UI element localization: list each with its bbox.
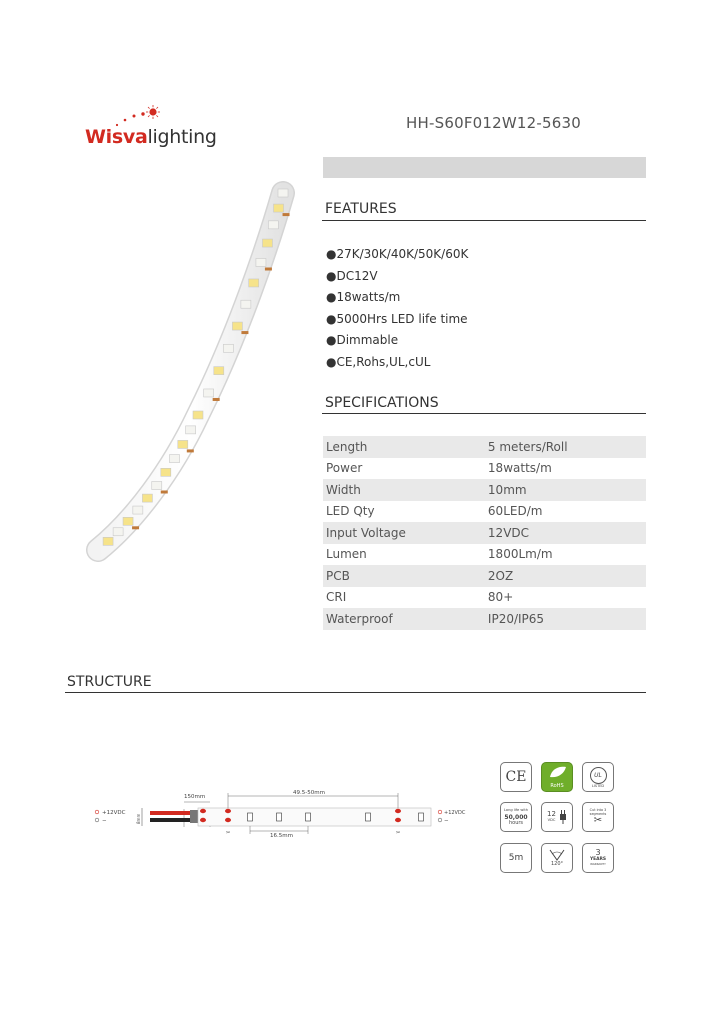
spec-label: Lumen	[326, 547, 367, 562]
wire-length-label: 150mm	[184, 794, 206, 800]
strip-structure-diagram	[88, 782, 466, 844]
diagram-led	[419, 813, 424, 821]
led-chip	[186, 426, 196, 434]
table-row	[323, 565, 646, 587]
plug-icon	[559, 810, 567, 824]
led-chip	[142, 494, 152, 502]
warranty-icon: 3 YEARS WARRANTY	[582, 843, 614, 873]
copper-pad	[395, 818, 401, 822]
spec-value: 1800Lm/m	[487, 547, 553, 562]
specifications-title: SPECIFICATIONS	[325, 395, 439, 411]
beam-angle-icon: 120°	[541, 843, 573, 873]
resistor	[132, 526, 139, 529]
copper-pad	[200, 818, 206, 822]
scissors-icon: ✂	[593, 815, 603, 826]
cut-mark-icon: ✂	[226, 830, 231, 836]
header-bar	[323, 157, 646, 178]
copper-pad	[395, 809, 401, 813]
copper-pad	[225, 818, 231, 822]
beam-angle-arc-icon	[548, 848, 566, 862]
led-chip	[204, 389, 214, 397]
resistor	[161, 490, 168, 493]
spec-value: 18watts/m	[487, 461, 552, 476]
spec-value: 12VDC	[481, 522, 646, 544]
table-row	[323, 544, 646, 566]
led-strip-image	[80, 185, 305, 565]
diagram-led	[306, 813, 311, 821]
specifications-table	[323, 436, 646, 630]
spec-value: 80+	[487, 590, 514, 605]
led-chip	[152, 481, 162, 489]
table-row	[323, 587, 646, 609]
copper-pad	[225, 809, 231, 813]
spec-value: 10mm	[481, 479, 646, 501]
led-chip	[193, 411, 203, 419]
feature-item: ●CE,Rohs,UL,cUL	[326, 354, 431, 369]
logo-sub-text: lighting	[147, 126, 217, 148]
left-plus-label: +12VDC	[102, 810, 126, 816]
table-row	[323, 458, 646, 480]
table-row	[323, 479, 646, 501]
life-hours-icon: Long life with 50,000 hours	[500, 802, 532, 832]
ul-circle-icon: UL	[590, 767, 607, 784]
model-number: HH-S60F012W12-5630	[406, 114, 581, 132]
copper-pad	[200, 809, 206, 813]
resistor	[187, 449, 194, 452]
structure-title: STRUCTURE	[67, 674, 152, 690]
led-chip	[256, 258, 266, 266]
cut-segments-icon: Cut into 3 segments ✂	[582, 802, 614, 832]
led-chip	[268, 221, 278, 229]
spec-label: CRI	[326, 590, 347, 605]
voltage-12vdc-icon: 12 VDC	[541, 802, 573, 832]
led-chip	[223, 344, 233, 352]
resistor	[241, 331, 248, 334]
spec-value: 2OZ	[481, 565, 646, 587]
diagram-led	[277, 813, 282, 821]
led-chip	[278, 189, 288, 197]
features-divider	[322, 220, 646, 221]
spec-label: Input Voltage	[323, 522, 481, 544]
rohs-icon: RoHS	[541, 762, 573, 792]
spec-value: 60LED/m	[487, 504, 543, 519]
feature-item: ●27K/30K/40K/50K/60K	[326, 247, 469, 261]
led-chip	[161, 468, 171, 476]
features-list	[326, 244, 468, 373]
led-chip	[123, 517, 133, 525]
led-chip	[103, 537, 113, 545]
table-row	[323, 608, 646, 630]
diagram-led	[248, 813, 253, 821]
brand-logo	[85, 104, 225, 156]
led-chip	[133, 506, 143, 514]
feature-item: ●Dimmable	[326, 333, 399, 347]
cut-length-label: 49.5-50mm	[293, 790, 325, 796]
width-label: 8mm	[136, 813, 141, 824]
logo-dots-icon	[113, 104, 183, 128]
spec-label: Width	[323, 479, 481, 501]
resistor	[213, 398, 220, 401]
table-row	[323, 436, 646, 458]
led-chip	[214, 367, 224, 375]
spec-label: Length	[323, 436, 481, 458]
cut-mark-icon: ✂	[396, 830, 401, 836]
feature-item: ●18watts/m	[326, 290, 401, 304]
right-plus-label: +12VDC	[444, 810, 466, 816]
table-row	[323, 501, 646, 523]
features-title: FEATURES	[325, 201, 397, 217]
left-minus-label: −	[102, 818, 107, 824]
spec-label: LED Qty	[326, 504, 375, 519]
specifications-divider	[322, 413, 646, 414]
structure-divider	[65, 692, 646, 693]
diagram-led	[366, 813, 371, 821]
resistor	[265, 267, 272, 270]
ul-listed-icon: UL LISTED	[582, 762, 614, 792]
spec-value: IP20/IP65	[481, 608, 646, 630]
led-chip	[232, 322, 242, 330]
table-row	[323, 522, 646, 544]
resistor	[283, 213, 290, 216]
led-chip	[169, 455, 179, 463]
right-minus-label: −	[444, 818, 449, 824]
logo-brand-text: Wisva	[85, 126, 148, 148]
spec-label: Waterproof	[323, 608, 481, 630]
spec-label: Power	[326, 461, 363, 476]
spec-value: 5 meters/Roll	[481, 436, 646, 458]
led-chip	[113, 528, 123, 536]
feature-item: ●DC12V	[326, 268, 378, 283]
spec-label: PCB	[323, 565, 481, 587]
led-chip	[178, 440, 188, 448]
led-pitch-label: 16.5mm	[270, 833, 293, 839]
led-chip	[262, 239, 272, 247]
feature-item: ●5000Hrs LED life time	[326, 311, 468, 326]
ce-mark-icon: CE	[500, 762, 532, 792]
length-5m-icon: 5m	[500, 843, 532, 873]
led-chip	[249, 279, 259, 287]
led-chip	[274, 204, 284, 212]
led-chip	[241, 300, 251, 308]
rohs-leaf-icon	[548, 766, 568, 778]
